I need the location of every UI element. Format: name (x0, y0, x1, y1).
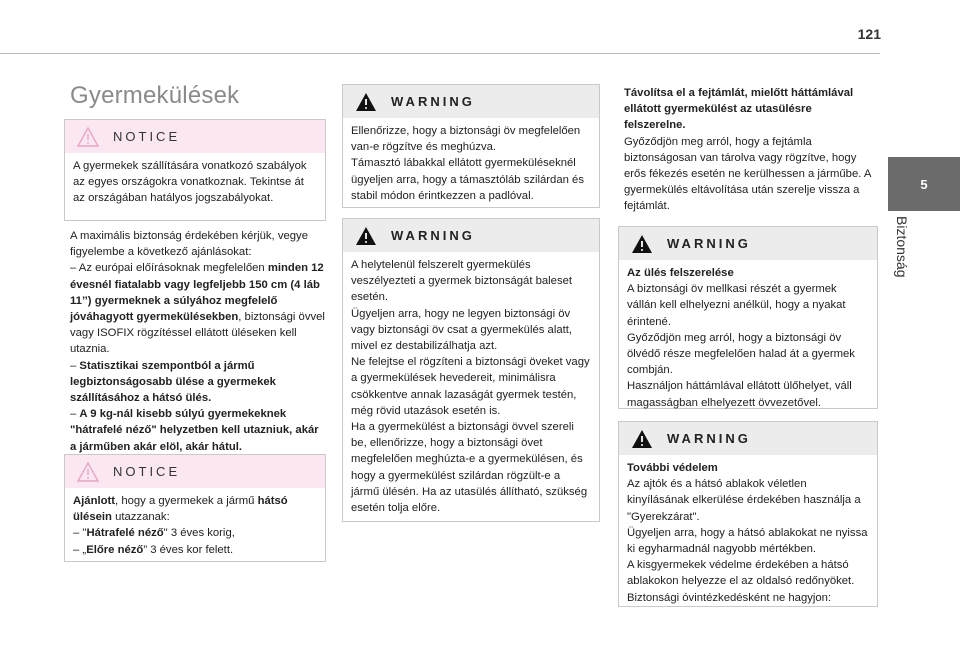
warning-text: A kisgyermekek védelme érdekében a hátsó ablakokon helyezze el az oldalsó redőnyöket. (627, 559, 855, 588)
notice-item-2: – „Előre néző” 3 éves kor felett. (73, 543, 234, 556)
recommendation-2: – Statisztikai szempontból a jármű legbiztonságosabb ülése a gyermekek szállításához a hátsó ülés. (70, 359, 276, 405)
notice-box-1 (64, 119, 326, 221)
warning-text: Biztonsági óvintézkedésként ne hagyjon: (627, 591, 832, 604)
page-number: 121 (857, 26, 881, 42)
warning-header (619, 422, 877, 455)
notice-triangle-icon (77, 127, 99, 147)
headrest-instructions (624, 85, 876, 215)
warning-triangle-icon (631, 429, 653, 449)
warning-triangle-icon (631, 234, 653, 254)
warning-text: Támasztó lábakkal ellátott gyermeküléseknél ügyeljen arra, hogy a támasztóláb szilárdan és stabil módon érintkezzen a padlóval. (351, 157, 584, 202)
warning-text: A helytelenül felszerelt gyermekülés veszélyezteti a gyermek biztonságát baleset esetén. (351, 259, 573, 304)
warning-text: Ügyeljen arra, hogy ne legyen biztonsági öv vagy biztonsági öv csat a gyermekülés alatt, mivel ez destabilizálhatja azt. (351, 307, 573, 353)
headrest-text: Győződjön meg arról, hogy a fejtámla biztonságosan van tárolva vagy rögzítve, hogy erős fékezés esetén ne kerülhessen a járműbe. A gyermekülés eltávolítása után szerelje vissza a fejtámlát. (624, 135, 871, 213)
warning-box-4 (618, 421, 878, 607)
notice-triangle-icon (77, 462, 99, 482)
notice-header (65, 120, 325, 153)
chapter-number-tab: 5 (888, 157, 960, 211)
warning-box-2 (342, 218, 600, 522)
chapter-title: Biztonság (894, 216, 910, 278)
warning-triangle-icon (355, 226, 377, 246)
warning-triangle-icon (355, 92, 377, 112)
warning-text: Használjon háttámlával ellátott ülőhelyet, váll magasságban elhelyezett övvezetővel. (627, 380, 852, 409)
recommendation-1: – Az európai előírásoknak megfelelően minden 12 évesnél fiatalabb vagy legfeljebb 150 cm (4 láb 11’’) gyermeknek a súlyához megfelelő jóváhagyott gyermekülésekben, biztonsági övvel vagy ISOFIX rögzítéssel ellátott üléseken kell utaznia. (70, 262, 325, 356)
headrest-heading: Távolítsa el a fejtámlát, mielőtt háttámlával ellátott gyermekülést az utasülésre felszerelne. (624, 87, 854, 132)
notice-box-2 (64, 454, 326, 562)
warning-text: Ne felejtse el rögzíteni a biztonsági öveket vagy a gyermekülések hevedereit, minimálisra csökkentve annak lazaságát gyermek testén, még rövid utazások esetén is. (351, 356, 590, 417)
warning-box-1 (342, 84, 600, 208)
warning-heading: Az ülés felszerelése (627, 267, 734, 279)
warning-label: WARNING (667, 236, 751, 251)
warning-label: WARNING (391, 228, 475, 243)
header-rule (0, 53, 880, 54)
warning-header (343, 219, 599, 252)
notice-item-1: – "Hátrafelé néző" 3 éves korig, (73, 527, 235, 540)
warning-text: Győződjön meg arról, hogy a biztonsági öv ölvédő része megfelelően halad át a gyermek combján. (627, 331, 855, 377)
warning-text: A biztonsági öv mellkasi részét a gyermek vállán kell elhelyezni anélkül, hogy a nyakat érintené. (627, 283, 846, 328)
section-title: Gyermekülések (70, 82, 240, 109)
warning-heading: További védelem (627, 462, 718, 474)
warning-label: WARNING (667, 431, 751, 446)
notice-label: NOTICE (113, 464, 181, 479)
warning-header (619, 227, 877, 260)
warning-text: Ellenőrizze, hogy a biztonsági öv megfelelően van-e rögzítve és meghúzva. (351, 125, 581, 154)
intro-text: A maximális biztonság érdekében kérjük, vegye figyelembe a következő ajánlásokat: (70, 230, 308, 259)
warning-text: Ha a gyermekülést a biztonsági övvel szereli be, ellenőrizze, hogy a biztonsági övet megfelelően meghúzta-e a gyermekülésen, és hogy a gyermekülést szilárdan rögzült-e a jármű ülésén. Ha az utasülés állítható, szükség esetén tolja előre. (351, 421, 588, 515)
warning-text: Az ajtók és a hátsó ablakok véletlen kinyílásának elkerülése érdekében használja a "Gyerekzárat". (627, 478, 861, 523)
notice-text: Ajánlott, hogy a gyermekek a jármű hátsó ülésein utazzanak: – "Hátrafelé néző" 3 éves korig, – „Előre néző” 3 éves kor felett. (65, 488, 325, 564)
notice-text: A gyermekek szállítására vonatkozó szabályok az egyes országokra vonatkoznak. Tekintse át az országában hatályos jogszabályokat. (73, 160, 307, 205)
notice-header (65, 455, 325, 488)
recommendation-3: – A 9 kg-nál kisebb súlyú gyermekeknek "hátrafelé néző" helyzetben kell utazniuk, akár a járműben akár elöl, akár hátul. (70, 408, 319, 453)
warning-header (343, 85, 599, 118)
warning-box-3 (618, 226, 878, 409)
warning-text: Ügyeljen arra, hogy a hátsó ablakokat ne nyissa ki egyharmadnál nagyobb mértékben. (627, 526, 868, 556)
notice-label: NOTICE (113, 129, 181, 144)
recommendations (70, 228, 326, 455)
warning-label: WARNING (391, 94, 475, 109)
